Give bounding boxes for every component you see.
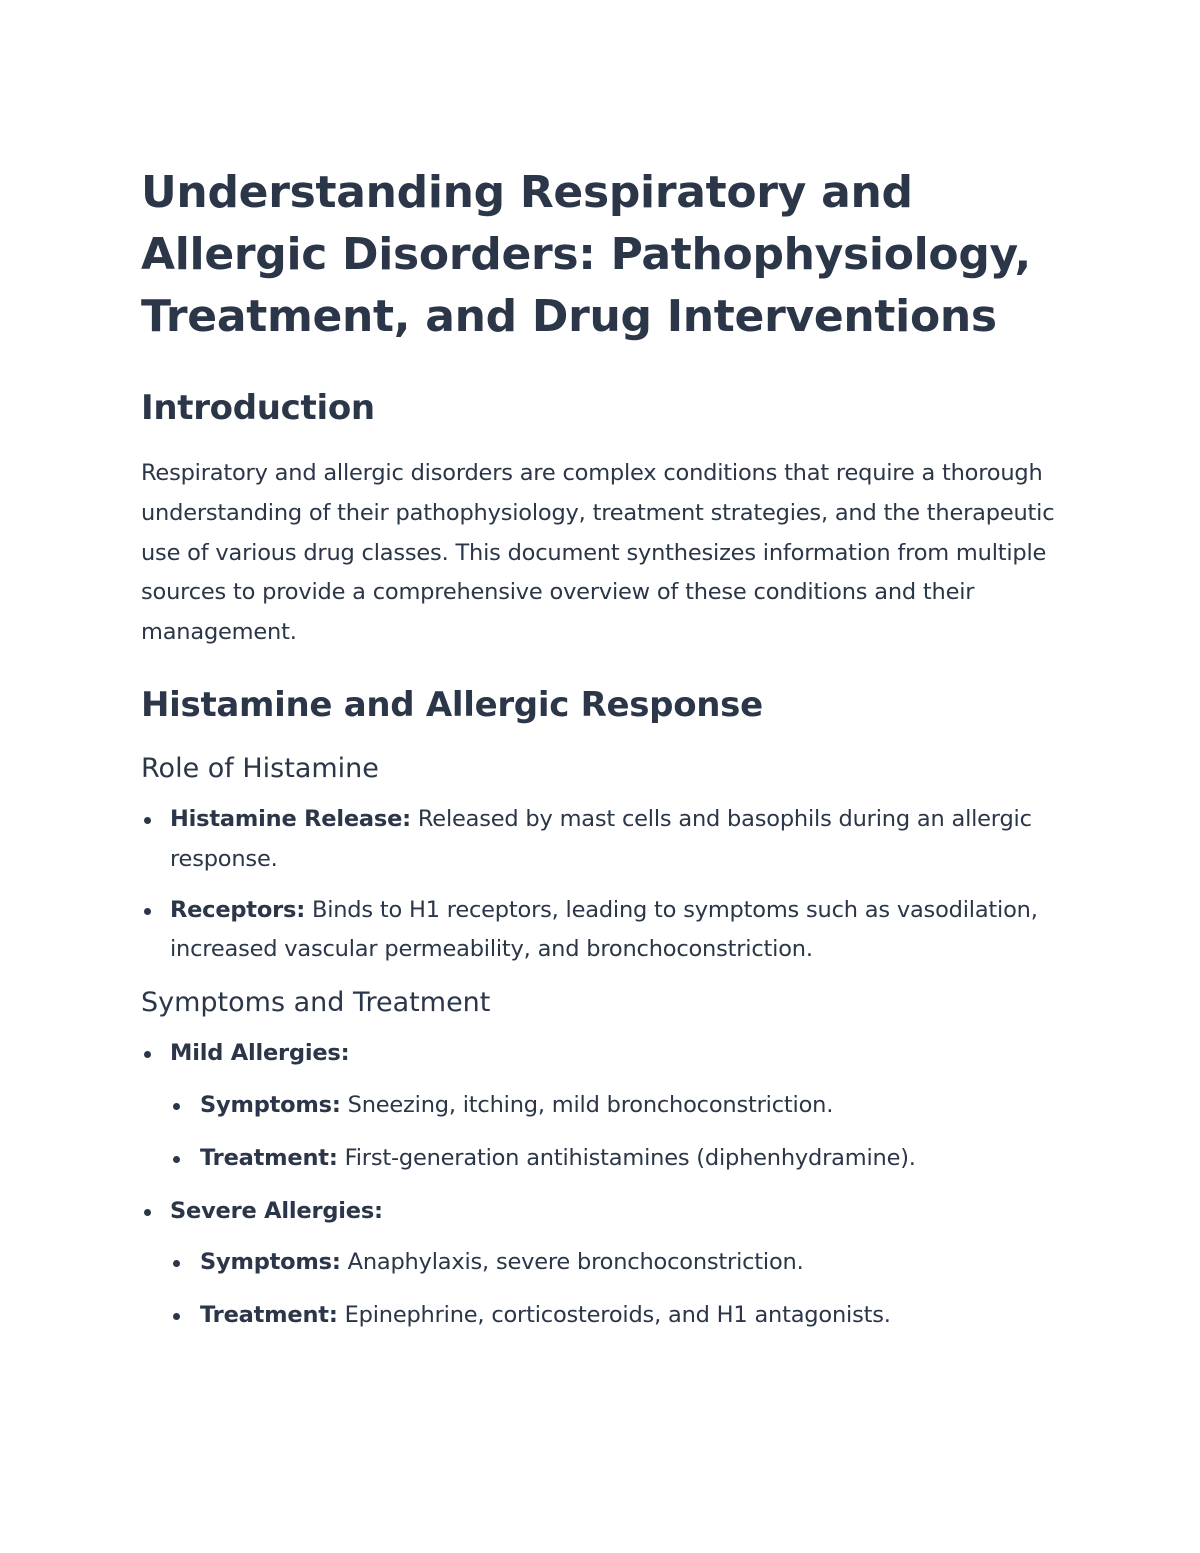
item-text: Binds to H1 receptors, leading to symptoms such as vasodilation, increased vascular permeability, and bronchoconstriction. [170,896,1038,963]
item-text: Epinephrine, corticosteroids, and H1 antagonists. [337,1302,891,1329]
bullet-icon [144,1051,151,1058]
bullet-icon [173,1313,180,1320]
mild-allergies-sublist [170,1086,1071,1179]
item-text: Sneezing, itching, mild bronchoconstriction. [340,1091,834,1118]
role-of-histamine-heading: Role of Histamine [141,752,379,784]
sub-list-item [170,1139,1071,1179]
list-item [141,800,1071,880]
document-content [141,162,1071,1349]
item-text: First-generation antihistamines (diphenhydramine). [337,1144,916,1171]
sub-list-item [170,1086,1071,1126]
item-text: Released by mast cells and basophils during an allergic response. [170,805,1032,872]
list-item-mild-allergies [141,1034,1071,1178]
bullet-icon [173,1103,180,1110]
bullet-icon [173,1260,180,1267]
bullet-icon [173,1156,180,1163]
introduction-paragraph: Respiratory and allergic disorders are complex conditions that require a thorough understanding of their pathophysiology, treatment strategies, and the therapeutic use of various drug classes. This document synthesizes information from multiple sources to provide a comprehensive overview of these conditions and their management. [141,460,1055,646]
bullet-icon [144,1209,151,1216]
introduction-heading: Introduction [141,388,375,428]
item-label: Severe Allergies: [170,1197,383,1224]
list-item-severe-allergies [141,1192,1071,1336]
item-label: Symptoms: [200,1249,341,1276]
item-label: Symptoms: [200,1091,341,1118]
item-label: Treatment: [200,1302,338,1329]
item-label: Mild Allergies: [170,1040,350,1067]
bullet-icon [144,817,151,824]
document-title: Understanding Respiratory and Allergic Disorders: Pathophysiology, Treatment, and Drug Interventions [141,167,1031,342]
sub-list-item [170,1296,1071,1336]
symptoms-and-treatment-heading: Symptoms and Treatment [141,987,491,1019]
role-of-histamine-list [141,800,1071,970]
severe-allergies-sublist [170,1243,1071,1336]
symptoms-and-treatment-list [141,1034,1071,1336]
bullet-icon [144,908,151,915]
item-label: Histamine Release: [170,805,411,832]
item-label: Treatment: [200,1144,338,1171]
item-label: Receptors: [170,896,305,923]
histamine-section-heading: Histamine and Allergic Response [141,684,763,725]
list-item [141,891,1071,971]
sub-list-item [170,1243,1071,1283]
item-text: Anaphylaxis, severe bronchoconstriction. [340,1249,804,1276]
